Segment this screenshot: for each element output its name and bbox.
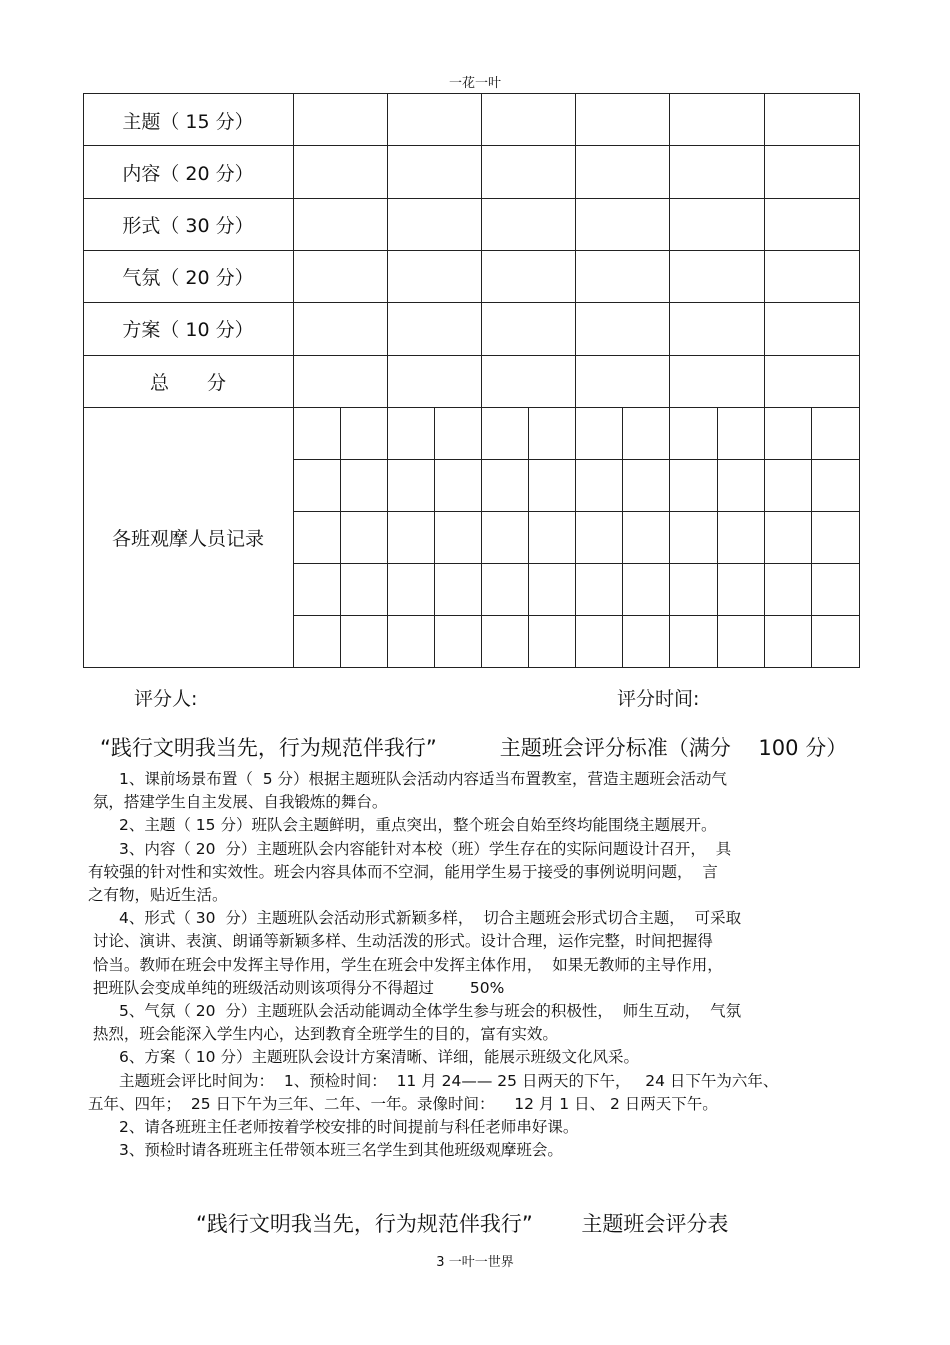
table-title: “践行文明我当先，行为规范伴我行” 主题班会评分表: [196, 1212, 729, 1236]
table-divider: [622, 407, 623, 668]
table-divider: [83, 250, 860, 251]
table-divider: [83, 145, 860, 146]
score-time-label: 评分时间:: [617, 688, 700, 710]
standard-line: 主题班会评比时间为： 1、预检时间： 11 月 24—— 25 日两天的下午， 24 日下午为六年、: [88, 1071, 779, 1090]
table-border: [859, 93, 860, 668]
page-footer: 3 一叶一世界: [436, 1255, 514, 1270]
standard-line: 2、请各班班主任老师按着学校安排的时间提前与科任老师串好课。: [88, 1118, 579, 1136]
standard-line: 把班队会变成单纯的班级活动则该项得分不得超过 50%: [88, 978, 505, 997]
table-divider: [387, 93, 388, 407]
table-divider: [575, 93, 576, 407]
scorer-label: 评分人:: [134, 688, 198, 710]
standard-line: 恰当。教师在班会中发挥主导作用，学生在班会中发挥主体作用， 如果无教师的主导作用，: [88, 955, 723, 974]
table-divider: [669, 407, 670, 668]
standard-line: 1、课前场景布置（ 5 分）根据主题班队会活动内容适当布置教室，营造主题班会活动气: [88, 770, 728, 788]
table-divider: [528, 407, 529, 668]
page-header: 一花一叶: [448, 76, 501, 91]
table-divider: [83, 198, 860, 199]
table-divider: [481, 407, 482, 668]
standard-line: 热烈，班会能深入学生内心，达到教育全班学生的目的，富有实效。: [88, 1025, 558, 1044]
table-divider: [293, 563, 860, 564]
table-divider: [387, 407, 388, 668]
table-divider: [293, 615, 860, 616]
table-divider: [83, 355, 860, 356]
standard-line: 有较强的针对性和实效性。班会内容具体而不空洞，能用学生易于接受的事例说明问题， 言: [88, 862, 718, 881]
table-border: [83, 667, 860, 668]
table-divider: [717, 407, 718, 668]
standard-line: 6、方案（ 10 分）主题班队会设计方案清晰、详细，能展示班级文化风采。: [88, 1048, 639, 1067]
table-divider: [293, 459, 860, 460]
standard-line: 4、形式（ 30 分）主题班队会活动形式新颖多样， 切合主题班会形式切合主题， 可采取: [88, 909, 742, 928]
standard-line: 讨论、演讲、表演、朗诵等新颖多样、生动活泼的形式。设计合理，运作完整，时间把握得: [88, 932, 713, 951]
table-divider: [811, 407, 812, 668]
standard-line: 3、内容（ 20 分）主题班队会内容能针对本校（班）学生存在的实际问题设计召开， 具: [88, 839, 732, 858]
table-divider: [764, 93, 765, 407]
table-row-topic: 主题（ 15 分）: [122, 111, 254, 133]
table-divider: [669, 93, 670, 407]
standard-line: 5、气氛（ 20 分）主题班队会活动能调动全体学生参与班会的积极性， 师生互动， 气氛: [88, 1002, 742, 1020]
table-divider: [481, 93, 482, 407]
standard-title: “践行文明我当先，行为规范伴我行” 主题班会评分标准（满分 100 分）: [100, 736, 848, 760]
table-row-total: 总 分: [149, 372, 226, 394]
standard-line: 2、主题（ 15 分）班队会主题鲜明，重点突出，整个班会自始至终均能围绕主题展开。: [88, 816, 717, 835]
standard-line: 五年、四年； 25 日下午为三年、二年、一年。录像时间： 12 月 1 日、 2 日两天下午。: [88, 1094, 718, 1113]
table-divider: [764, 407, 765, 668]
observer-record-label: 各班观摩人员记录: [111, 528, 264, 550]
standard-line: 氛，搭建学生自主发展、自我锻炼的舞台。: [88, 793, 388, 812]
score-table: [83, 93, 860, 668]
table-divider: [340, 407, 341, 668]
table-divider: [293, 511, 860, 512]
standard-line: 3、预检时请各班班主任带领本班三名学生到其他班级观摩班会。: [88, 1141, 563, 1160]
table-border: [83, 93, 860, 94]
table-divider: [293, 93, 294, 668]
table-border: [83, 93, 84, 668]
standard-line: 之有物，贴近生活。: [88, 886, 228, 904]
table-divider: [83, 407, 860, 408]
table-divider: [434, 407, 435, 668]
table-row-content: 内容（ 20 分）: [122, 163, 254, 185]
table-divider: [83, 302, 860, 303]
table-row-atmosphere: 气氛（ 20 分）: [122, 267, 254, 289]
table-row-plan: 方案（ 10 分）: [122, 319, 254, 341]
table-divider: [575, 407, 576, 668]
table-row-form: 形式（ 30 分）: [122, 215, 254, 237]
